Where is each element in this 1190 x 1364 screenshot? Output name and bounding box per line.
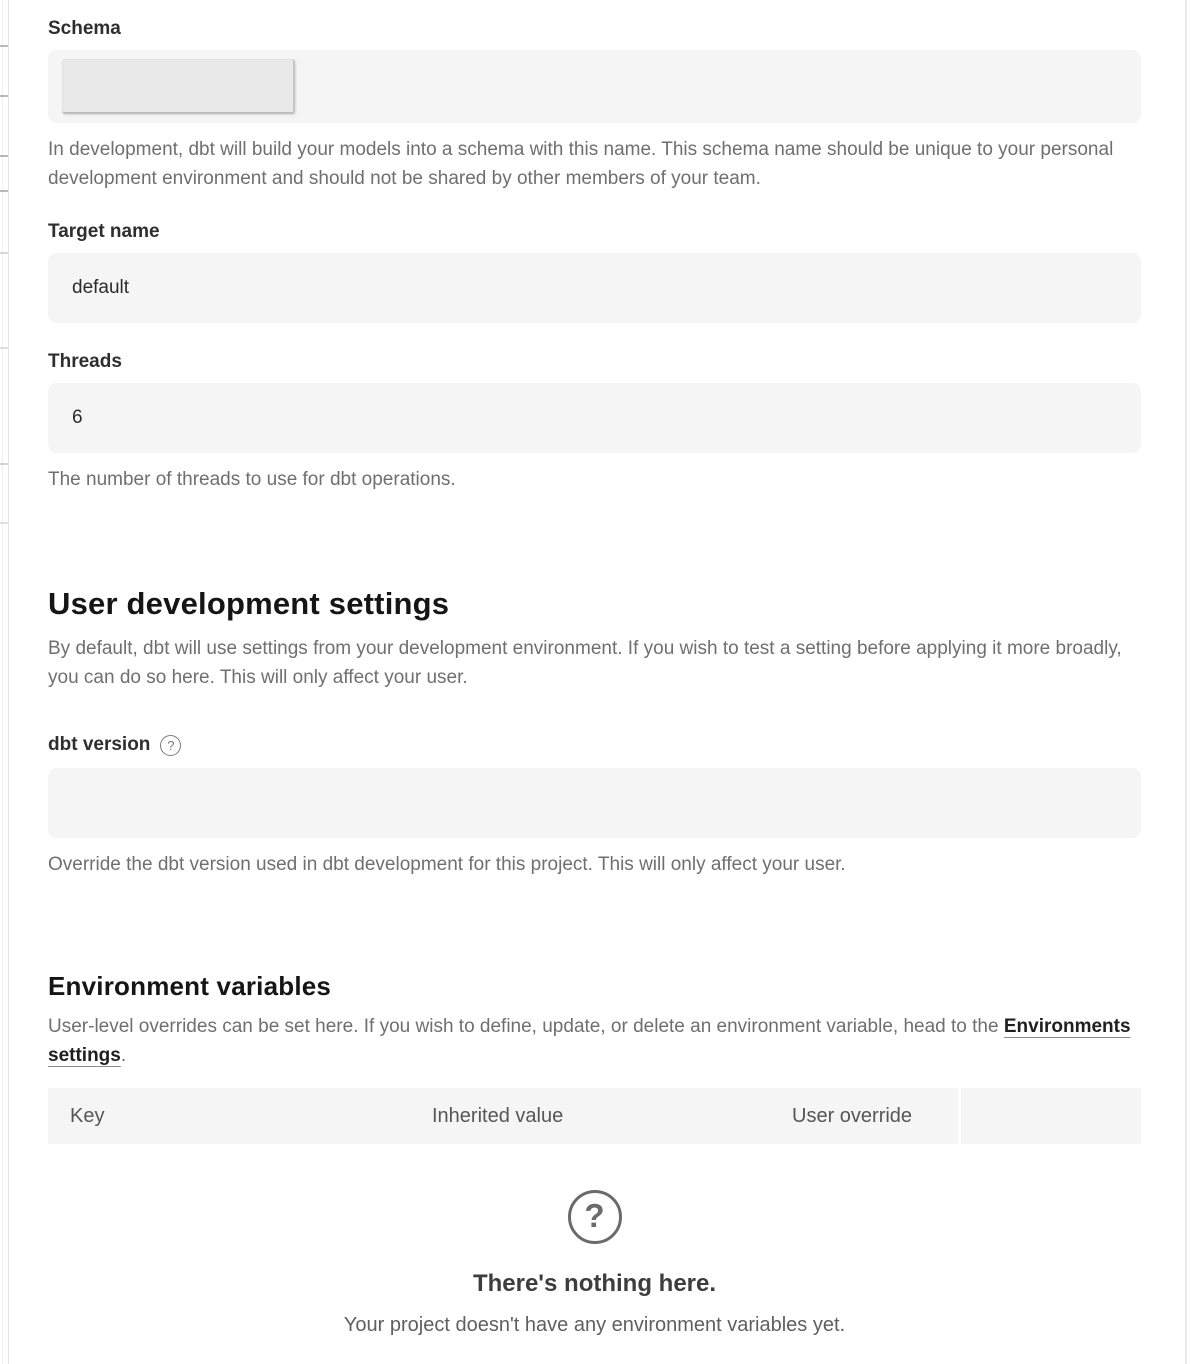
question-circle-icon[interactable]: ? — [160, 735, 181, 756]
dbt-version-input[interactable] — [48, 768, 1141, 838]
column-header-actions — [961, 1088, 1141, 1144]
column-header-user-override: User override — [770, 1088, 958, 1144]
threads-help-text: The number of threads to use for dbt operations. — [48, 469, 456, 490]
sidebar-edge-tick — [0, 463, 8, 465]
target-name-input[interactable] — [48, 253, 1141, 323]
schema-input[interactable] — [48, 50, 1141, 123]
right-panel-edge — [1185, 0, 1187, 1364]
sidebar-edge-tick — [0, 190, 8, 192]
sidebar-edge-tick — [0, 155, 8, 157]
user-dev-settings-description: By default, dbt will use settings from your development environment. If you wish to test a setting before applying it more broadly, you can do so here. This will only affect your user. — [48, 638, 1122, 688]
env-vars-description-suffix: . — [120, 1045, 127, 1066]
sidebar-edge-tick — [0, 252, 8, 254]
question-mark-icon: ? — [568, 1190, 622, 1244]
env-vars-empty-state — [48, 1190, 1141, 1337]
settings-form — [48, 18, 1141, 1337]
sidebar-edge-tick — [0, 522, 8, 524]
threads-input[interactable] — [48, 383, 1141, 453]
column-header-inherited-value: Inherited value — [410, 1088, 770, 1144]
sidebar-edge-tick — [0, 45, 8, 47]
environments-settings-link[interactable]: Environments settings — [48, 1016, 1131, 1066]
sidebar-edge-tick — [0, 347, 8, 349]
schema-label: Schema — [48, 18, 121, 39]
left-panel-edge-inner — [2, 0, 3, 1364]
env-vars-description — [48, 1012, 1141, 1070]
schema-value-redacted — [62, 59, 295, 114]
sidebar-edge-tick — [0, 95, 8, 97]
env-vars-table-header — [48, 1088, 1141, 1144]
threads-label: Threads — [48, 351, 122, 372]
user-dev-settings-title: User development settings — [48, 586, 450, 621]
left-panel-edge — [8, 0, 9, 1364]
dbt-version-label — [48, 734, 1141, 756]
env-vars-description-prefix: User-level overrides can be set here. If you wish to define, update, or delete an environment variable, head to the — [48, 1016, 1004, 1037]
dbt-version-label-text: dbt version — [48, 734, 151, 755]
env-vars-title: Environment variables — [48, 971, 332, 1001]
schema-help-text: In development, dbt will build your models into a schema with this name. This schema name should be unique to your personal development environment and should not be shared by other members of your team. — [48, 139, 1114, 189]
empty-state-title: There's nothing here. — [472, 1270, 717, 1297]
empty-state-subtitle: Your project doesn't have any environment variables yet. — [343, 1314, 846, 1336]
target-name-label: Target name — [48, 221, 160, 242]
column-header-key: Key — [48, 1088, 410, 1144]
dbt-version-help-text: Override the dbt version used in dbt development for this project. This will only affect your user. — [48, 854, 846, 875]
